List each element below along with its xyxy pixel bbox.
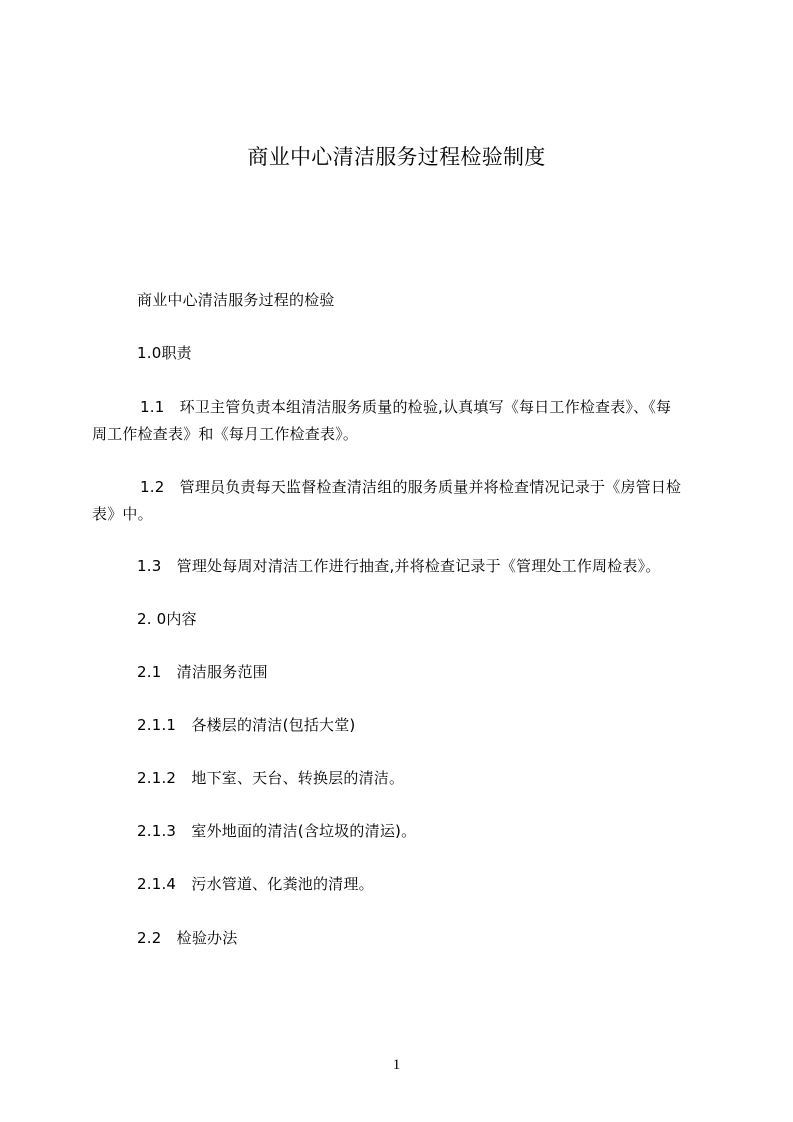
section-1-3-paragraph: 1.3 管理处每周对清洁工作进行抽查,并将检查记录于《管理处工作周检表》。	[137, 557, 661, 575]
section-2-1-2-item: 2.1.2 地下室、天台、转换层的清洁。	[137, 769, 405, 787]
section-1-1-line-1: 1.1 环卫主管负责本组清洁服务质量的检验,认真填写《每日工作检查表》、《每	[140, 398, 672, 416]
section-2-1-4-item: 2.1.4 污水管道、化粪池的清理。	[137, 875, 374, 893]
section-2-0-heading: 2. 0内容	[137, 610, 197, 628]
section-2-1-heading: 2.1 清洁服务范围	[137, 663, 268, 681]
intro-paragraph: 商业中心清洁服务过程的检验	[137, 291, 335, 309]
document-title: 商业中心清洁服务过程检验制度	[247, 145, 546, 169]
section-1-2-line-2: 表》中。	[92, 505, 153, 523]
section-1-0-heading: 1.0职责	[137, 344, 192, 362]
section-1-1-line-2: 周工作检查表》和《每月工作检查表》。	[92, 425, 359, 443]
section-2-1-3-item: 2.1.3 室外地面的清洁(含垃圾的清运)。	[137, 822, 417, 840]
section-2-1-1-item: 2.1.1 各楼层的清洁(包括大堂)	[137, 716, 356, 734]
section-1-2-line-1: 1.2 管理员负责每天监督检查清洁组的服务质量并将检查情况记录于《房管日检	[140, 478, 682, 496]
section-2-2-heading: 2.2 检验办法	[137, 929, 238, 947]
page-number: 1	[392, 1057, 401, 1073]
